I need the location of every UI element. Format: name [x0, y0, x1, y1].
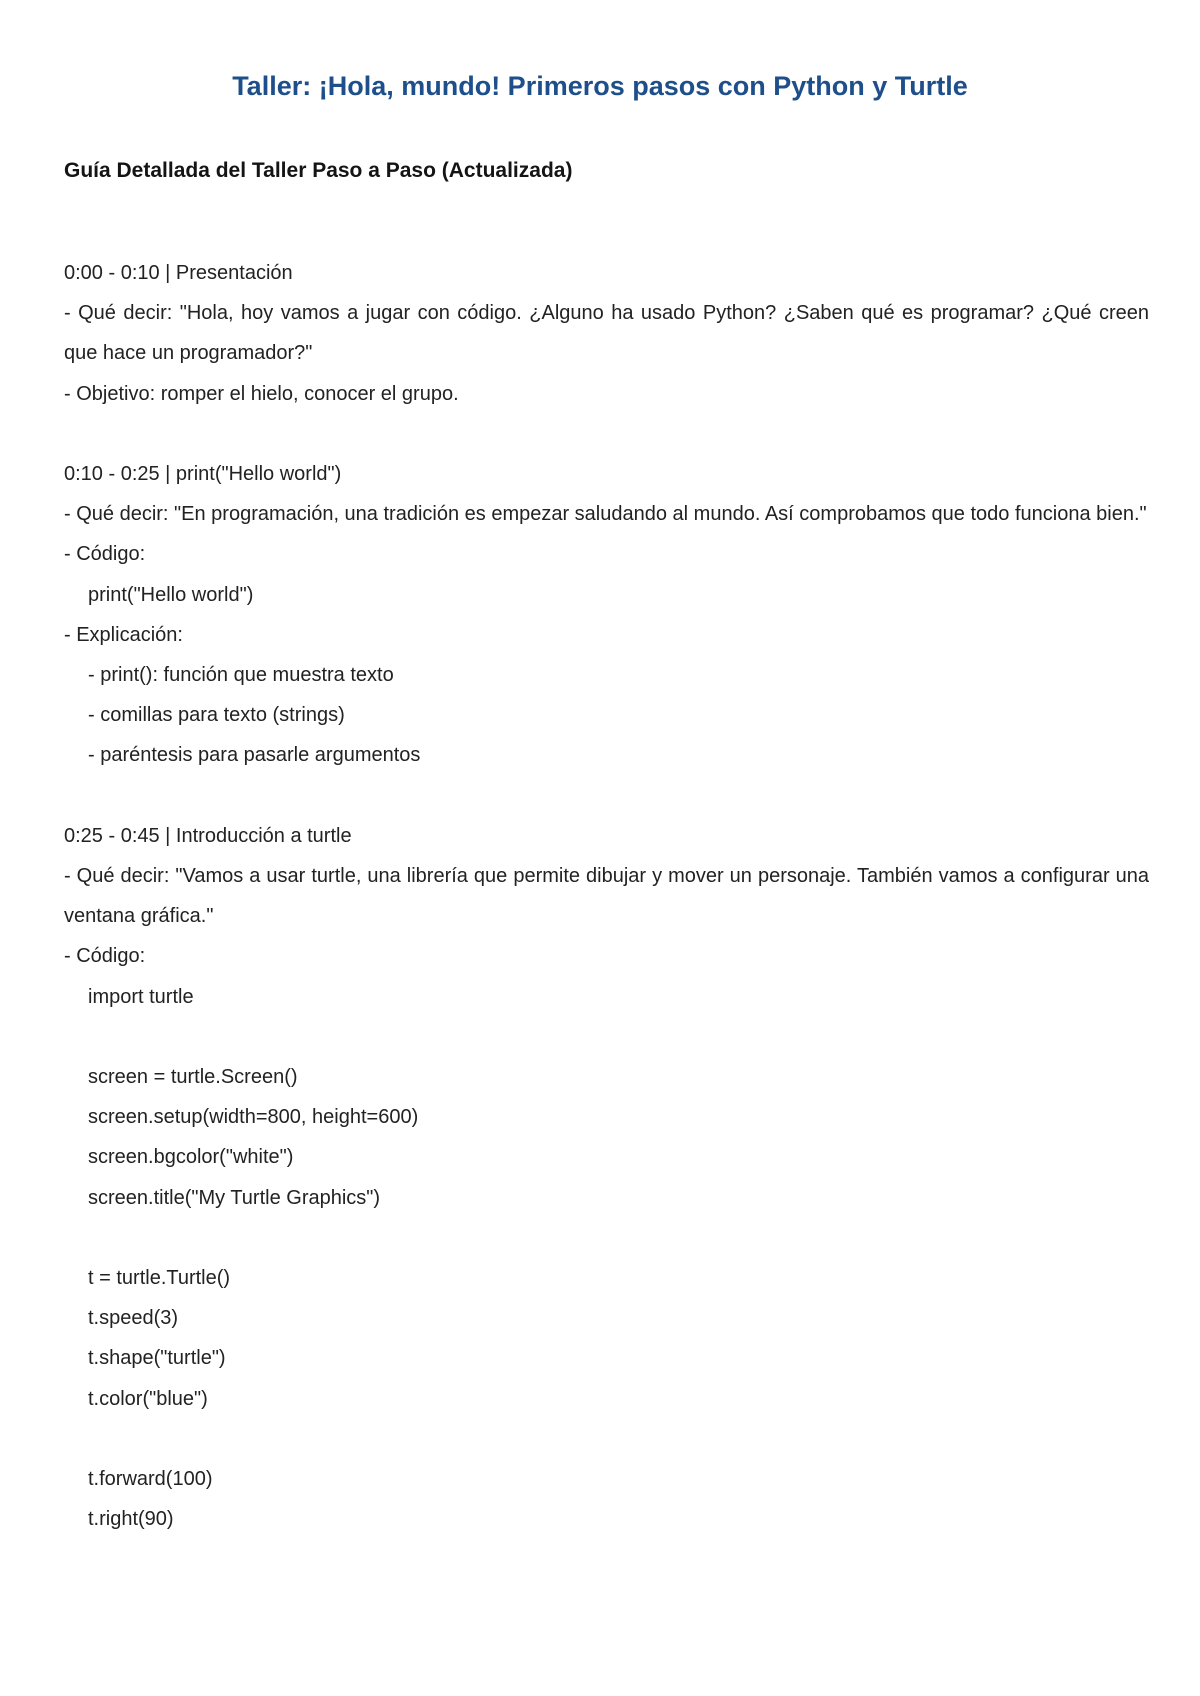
code-line: screen = turtle.Screen()	[88, 1066, 298, 1089]
section-2-say: - Qué decir: "En programación, una tradición es empezar saludando al mundo. Así comprobamos que todo funciona bien."	[64, 503, 1147, 526]
code-line: import turtle	[88, 985, 194, 1008]
code-line: screen.setup(width=800, height=600)	[88, 1106, 419, 1129]
section-1-say: - Qué decir: "Hola, hoy vamos a jugar con código. ¿Alguno ha usado Python? ¿Saben qué es programar? ¿Qué creen que hace un programador?"	[64, 302, 1149, 365]
section-3-heading: 0:25 - 0:45 | Introducción a turtle	[64, 824, 352, 847]
document-body	[64, 253, 1149, 1539]
explanation-item: - print(): función que muestra texto	[88, 664, 394, 687]
code-line: t.shape("turtle")	[88, 1347, 226, 1370]
spacer	[64, 414, 1149, 454]
code-line: print("Hello world")	[88, 583, 254, 606]
document-title: Taller: ¡Hola, mundo! Primeros pasos con Python y Turtle	[232, 71, 968, 101]
section-2-explanation-label: - Explicación:	[64, 623, 183, 646]
code-line: t = turtle.Turtle()	[88, 1267, 231, 1290]
explanation-item: - paréntesis para pasarle argumentos	[88, 744, 421, 767]
section-2-heading: 0:10 - 0:25 | print("Hello world")	[64, 463, 342, 485]
code-blank-line	[64, 1419, 1149, 1459]
code-blank-line	[64, 1218, 1149, 1258]
code-line: screen.title("My Turtle Graphics")	[88, 1186, 381, 1209]
code-line: t.color("blue")	[88, 1387, 208, 1410]
code-line: t.right(90)	[88, 1508, 174, 1531]
code-blank-line	[64, 1017, 1149, 1057]
section-1-heading: 0:00 - 0:10 | Presentación	[64, 262, 293, 284]
spacer	[64, 776, 1149, 816]
section-3-code-label: - Código:	[64, 945, 146, 968]
section-3-say: - Qué decir: "Vamos a usar turtle, una librería que permite dibujar y mover un personaje. También vamos a configurar una ventana gráfica."	[64, 865, 1149, 928]
section-2-code-label: - Código:	[64, 543, 146, 566]
section-1-objective: - Objetivo: romper el hielo, conocer el grupo.	[64, 382, 459, 405]
document-subtitle: Guía Detallada del Taller Paso a Paso (Actualizada)	[64, 159, 573, 182]
explanation-item: - comillas para texto (strings)	[88, 704, 345, 727]
code-line: screen.bgcolor("white")	[88, 1146, 294, 1169]
code-line: t.speed(3)	[88, 1307, 179, 1330]
code-line: t.forward(100)	[88, 1468, 213, 1491]
